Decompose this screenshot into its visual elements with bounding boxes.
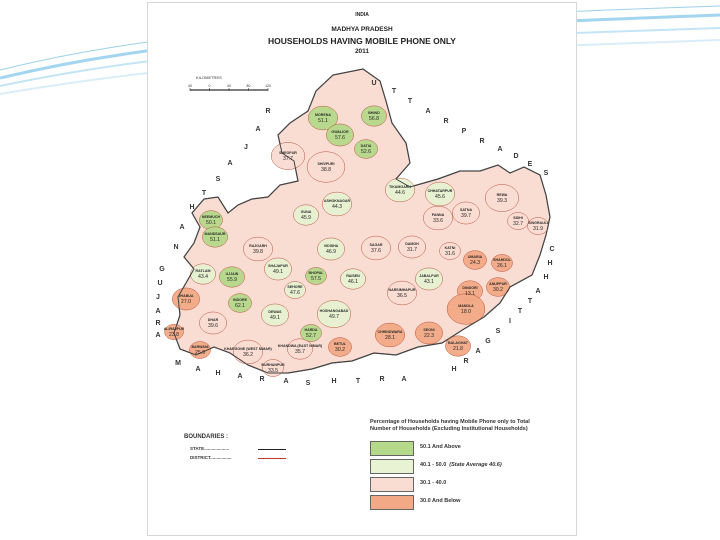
district-value: 30.2 bbox=[334, 347, 346, 353]
district-name: BARWANI bbox=[191, 345, 209, 349]
neighbour-state-letter: G bbox=[159, 266, 165, 273]
district-name: KHARGONE (WEST NIMAR) bbox=[224, 347, 272, 351]
legend-label bbox=[420, 462, 502, 468]
district-value: 45.6 bbox=[434, 194, 446, 200]
boundary-state-label: STATE.................... bbox=[190, 446, 230, 451]
neighbour-state-letter: T bbox=[201, 190, 207, 197]
legend-swatch bbox=[370, 459, 414, 474]
district-value: 39.8 bbox=[252, 249, 264, 255]
neighbour-state-letter: R bbox=[379, 376, 385, 383]
neighbour-state-letter: A bbox=[237, 373, 243, 380]
legend-item bbox=[370, 441, 560, 455]
scale-tick-label: 0 bbox=[208, 84, 211, 88]
district-name: MORENA bbox=[315, 113, 331, 117]
legend-item bbox=[370, 495, 560, 509]
neighbour-state-letter: A bbox=[155, 308, 161, 315]
district-value: 39.6 bbox=[207, 323, 219, 329]
legend-range: 30.1 - 40.0 bbox=[420, 480, 447, 486]
district-name: VIDISHA bbox=[323, 244, 339, 248]
legend-label bbox=[420, 444, 461, 450]
district-value: 50.1 bbox=[205, 220, 217, 226]
district-name: TIKAMGARH bbox=[389, 185, 411, 189]
legend-range: 30.0 And Below bbox=[420, 498, 461, 504]
scale-tick-label: 40 bbox=[227, 84, 231, 88]
legend-swatch bbox=[370, 477, 414, 492]
neighbour-state-letter: A bbox=[195, 366, 201, 373]
district-name: BALAGHAT bbox=[448, 341, 468, 345]
district-name: JABALPUR bbox=[419, 274, 439, 278]
district-name: UMARIA bbox=[467, 255, 483, 259]
district-name: DINDORI bbox=[462, 286, 478, 290]
neighbour-state-letter: D bbox=[513, 153, 519, 160]
district-name: SHAHDOL bbox=[493, 258, 511, 262]
district-value: 46.9 bbox=[325, 249, 337, 255]
neighbour-state-letter: R bbox=[259, 376, 265, 383]
district-value: 37.6 bbox=[370, 248, 382, 254]
neighbour-state-letter: H bbox=[547, 260, 553, 267]
scale-tick-label: 80 bbox=[246, 84, 251, 88]
district-value: 49.7 bbox=[328, 314, 340, 320]
district-value: 30.2 bbox=[492, 287, 504, 293]
district-name: SHAJAPUR bbox=[268, 264, 288, 268]
district-name: NEEMUCH bbox=[201, 215, 221, 219]
boundary-state-line bbox=[258, 449, 286, 450]
neighbour-state-letter: T bbox=[527, 298, 533, 305]
district-value: 35.7 bbox=[294, 349, 306, 355]
district-value: 49.1 bbox=[269, 315, 281, 321]
district-name: BHIND bbox=[368, 111, 380, 115]
district-name: RAISEN bbox=[346, 274, 360, 278]
district-value: 27.0 bbox=[180, 299, 192, 305]
neighbour-state-letter: H bbox=[331, 378, 337, 385]
district-name: JHABUA bbox=[178, 294, 194, 298]
district-value: 36.2 bbox=[242, 352, 254, 358]
district-value: 62.1 bbox=[234, 303, 246, 309]
map-title: HOUSEHOLDS HAVING MOBILE PHONE ONLY bbox=[268, 36, 456, 46]
district-name: DAMOH bbox=[405, 242, 419, 246]
legend-item bbox=[370, 477, 560, 491]
district-value: 31.9 bbox=[532, 226, 544, 232]
country-label: INDIA bbox=[355, 12, 369, 18]
neighbour-state-letter: R bbox=[463, 358, 469, 365]
neighbour-state-letter: S bbox=[215, 176, 221, 183]
district-name: BHOPAL bbox=[308, 271, 324, 275]
district-name: SIDHI bbox=[513, 216, 523, 220]
neighbour-state-letter: H bbox=[543, 274, 549, 281]
boundary-district-label: DISTRICT................. bbox=[190, 455, 232, 460]
district-value: 24.3 bbox=[469, 260, 481, 266]
neighbour-state-letter: P bbox=[461, 128, 467, 135]
district-value: 51.1 bbox=[317, 118, 329, 124]
district-name: GUNA bbox=[300, 210, 312, 214]
neighbour-state-letter: R bbox=[443, 118, 449, 125]
district-value: 47.6 bbox=[289, 290, 301, 296]
legend-item bbox=[370, 459, 560, 473]
neighbour-state-letter: J bbox=[244, 144, 248, 151]
district-value: 37.7 bbox=[282, 156, 294, 162]
neighbour-state-letter: H bbox=[215, 370, 221, 377]
neighbour-state-letter: U bbox=[157, 280, 163, 287]
legend-label bbox=[420, 498, 460, 504]
neighbour-state-letter: A bbox=[283, 378, 289, 385]
district-name: DEWAS bbox=[268, 310, 282, 314]
district-name: CHHINDWARA bbox=[377, 330, 403, 334]
district-value: 32.7 bbox=[512, 221, 524, 227]
district-name: SINGRAULI bbox=[528, 221, 548, 225]
district-value: 13.1 bbox=[464, 291, 476, 297]
map-frame bbox=[148, 3, 576, 535]
neighbour-state-letter: H bbox=[451, 366, 457, 373]
neighbour-state-letter: S bbox=[305, 380, 311, 387]
district-value: 31.6 bbox=[444, 251, 456, 257]
neighbour-state-letter: S bbox=[543, 170, 549, 177]
district-name: PANNA bbox=[431, 213, 445, 217]
district-name: GWALIOR bbox=[331, 130, 349, 134]
boundary-district-line bbox=[258, 458, 286, 459]
district-value: 49.1 bbox=[272, 269, 284, 275]
neighbour-state-letter: C bbox=[549, 246, 555, 253]
scale-tick-label: 120 bbox=[265, 84, 271, 88]
district-name: INDORE bbox=[233, 298, 247, 302]
district-name: HARDA bbox=[304, 328, 318, 332]
district-value: 33.5 bbox=[267, 368, 279, 374]
district-value: 51.1 bbox=[209, 237, 221, 243]
district-value: 21.8 bbox=[452, 346, 464, 352]
district-name: KHANDWA (EAST NIMAR) bbox=[277, 344, 323, 348]
scale-tick-label: 40 bbox=[188, 84, 192, 88]
district-value: 44.3 bbox=[331, 204, 343, 210]
neighbour-state-letter: T bbox=[391, 88, 397, 95]
district-value: 45.9 bbox=[300, 215, 312, 221]
district-value: 43.1 bbox=[423, 279, 435, 285]
district-value: 52.6 bbox=[360, 149, 372, 155]
neighbour-state-letter: T bbox=[407, 98, 413, 105]
neighbour-state-letter: R bbox=[155, 320, 161, 327]
district-name: ANUPPUR bbox=[489, 282, 507, 286]
district-value: 39.7 bbox=[460, 213, 472, 219]
legend-range: 50.1 And Above bbox=[420, 444, 461, 450]
neighbour-state-letter: H bbox=[189, 204, 195, 211]
district-name: SATNA bbox=[459, 208, 473, 212]
district-name: DHAR bbox=[207, 318, 219, 322]
district-name: ALIRAJPUR bbox=[163, 327, 185, 331]
district-value: 28.1 bbox=[384, 335, 396, 341]
neighbour-state-letter: A bbox=[255, 126, 261, 133]
district-name: SAGAR bbox=[369, 243, 383, 247]
district-name: MANDLA bbox=[458, 304, 474, 308]
district-value: 31.7 bbox=[406, 247, 418, 253]
district-value: 52.7 bbox=[305, 333, 317, 339]
boundaries-title: BOUNDARIES : bbox=[184, 434, 229, 440]
map-year: 2011 bbox=[354, 48, 370, 55]
neighbour-state-letter: I bbox=[509, 318, 511, 325]
legend-note: (State Average 40.6) bbox=[449, 462, 502, 468]
district-value: 33.6 bbox=[432, 218, 444, 224]
neighbour-state-letter: A bbox=[535, 288, 541, 295]
legend-range: 40.1 - 50.0 bbox=[420, 462, 447, 468]
district-value: 26.1 bbox=[496, 263, 508, 269]
scale-label: KILOMETRES bbox=[196, 75, 222, 80]
district-name: CHHATARPUR bbox=[427, 189, 453, 193]
district-value: 57.5 bbox=[310, 276, 322, 282]
district-value: 36.5 bbox=[396, 293, 408, 299]
neighbour-state-letter: J bbox=[156, 294, 160, 301]
district-value: 18.0 bbox=[460, 309, 472, 315]
neighbour-state-letter: A bbox=[179, 224, 185, 231]
neighbour-state-letter: A bbox=[475, 348, 481, 355]
district-value: 43.4 bbox=[197, 274, 209, 280]
district-value: 22.3 bbox=[423, 333, 435, 339]
district-name: SHIVPURI bbox=[317, 162, 335, 166]
legend-swatch bbox=[370, 441, 414, 456]
district-name: NARSIMHAPUR bbox=[388, 288, 416, 292]
district-name: KATNI bbox=[444, 246, 456, 250]
legend-label bbox=[420, 480, 446, 486]
district-name: BURHANPUR bbox=[261, 363, 285, 367]
district-value: 44.6 bbox=[394, 190, 406, 196]
neighbour-state-letter: T bbox=[517, 308, 523, 315]
district-value: 25.9 bbox=[194, 350, 206, 356]
district-name: HOSHANGABAD bbox=[319, 309, 349, 313]
district-value: 38.8 bbox=[320, 167, 332, 173]
district-name: ASHOKNAGAR bbox=[323, 199, 351, 203]
district-name: UJJAIN bbox=[225, 272, 239, 276]
neighbour-state-letter: A bbox=[227, 160, 233, 167]
district-name: SHEOPUR bbox=[279, 151, 297, 155]
neighbour-state-letter: R bbox=[479, 138, 485, 145]
neighbour-state-letter: A bbox=[401, 376, 407, 383]
district-value: 56.8 bbox=[368, 116, 380, 122]
neighbour-state-letter: M bbox=[175, 360, 181, 367]
neighbour-state-letter: N bbox=[173, 244, 179, 251]
legend-swatch bbox=[370, 495, 414, 510]
district-name: RAJGARH bbox=[249, 244, 267, 248]
neighbour-state-letter: A bbox=[425, 108, 431, 115]
district-value: 57.6 bbox=[334, 135, 346, 141]
neighbour-state-letter: U bbox=[371, 80, 377, 87]
district-value: 23.8 bbox=[168, 332, 180, 338]
legend-title: Percentage of Households having Mobile Phone only to Total Number of Households (Excluding Institutional Households) bbox=[370, 419, 530, 432]
neighbour-state-letter: A bbox=[497, 146, 503, 153]
district-name: MANDSAUR bbox=[204, 232, 226, 236]
district-value: 46.1 bbox=[347, 279, 359, 285]
neighbour-state-letter: S bbox=[495, 328, 501, 335]
neighbour-state-letter: G bbox=[485, 338, 491, 345]
neighbour-state-letter: R bbox=[265, 108, 271, 115]
state-label: MADHYA PRADESH bbox=[331, 26, 393, 33]
neighbour-state-letter: A bbox=[155, 332, 161, 339]
district-name: BETUL bbox=[334, 342, 346, 346]
district-name: SEHORE bbox=[287, 285, 303, 289]
district-name: REWA bbox=[496, 193, 508, 197]
district-name: RATLAM bbox=[195, 269, 211, 273]
district-value: 55.9 bbox=[226, 277, 238, 283]
neighbour-state-letter: E bbox=[527, 161, 533, 168]
district-name: DATIA bbox=[360, 144, 372, 148]
district-value: 39.3 bbox=[496, 198, 508, 204]
district-name: SEONI bbox=[423, 328, 435, 332]
neighbour-state-letter: T bbox=[355, 378, 361, 385]
